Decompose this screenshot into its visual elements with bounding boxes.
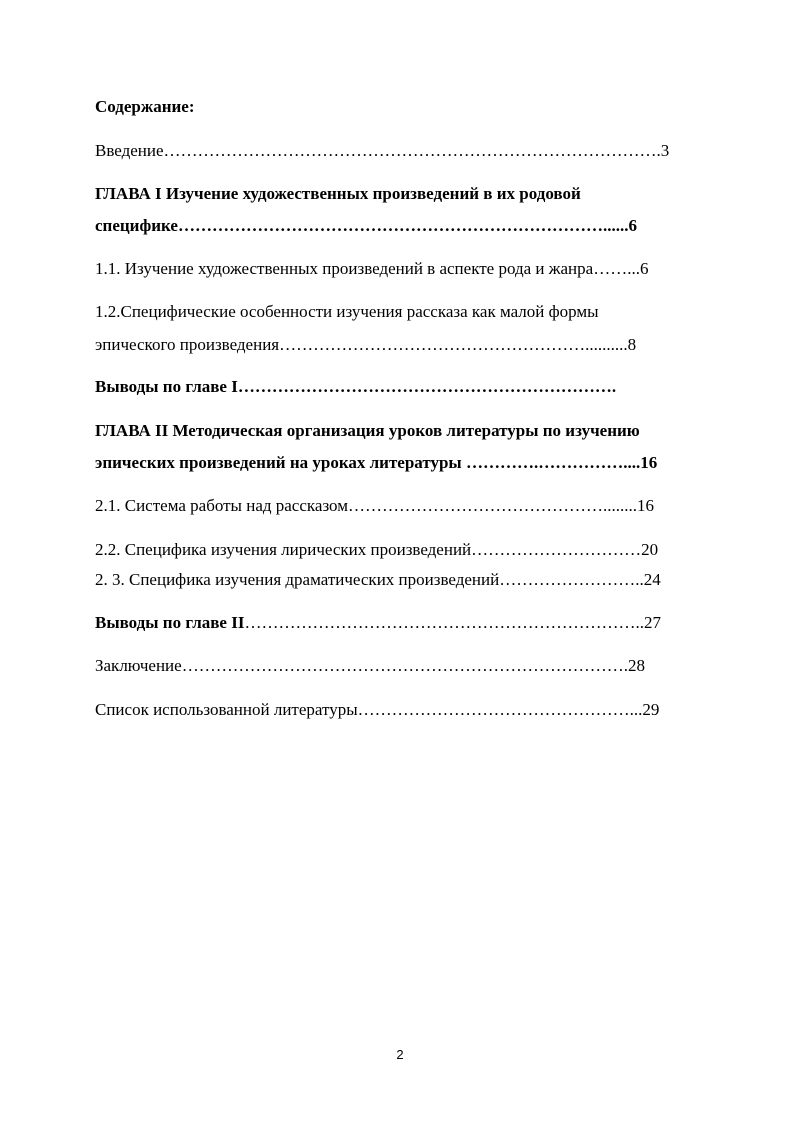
toc-entry-conclusions-2-title: Выводы по главе II <box>95 613 245 632</box>
page-number: 2 <box>396 1047 404 1062</box>
toc-entry-conclusions-1: Выводы по главе I…………………………………………………………. <box>95 377 617 396</box>
toc-entry-references: Список использованной литературы…………………………………………...29 <box>95 700 660 719</box>
toc-entry-introduction: Введение…………………………………………………………………………….3 <box>95 141 670 160</box>
toc-entry-conclusion: Заключение…………………………………………………………………….28 <box>95 656 645 675</box>
toc-entry-1-2-line-1: 1.2.Специфические особенности изучения рассказа как малой формы <box>95 302 599 321</box>
toc-entry-1-1: 1.1. Изучение художественных произведений в аспекте рода и жанра……...6 <box>95 259 649 278</box>
toc-entry-chapter-1-line-1: ГЛАВА I Изучение художественных произведений в их родовой <box>95 184 581 203</box>
toc-entry-2-1: 2.1. Система работы над рассказом………………………………………........16 <box>95 496 654 515</box>
toc-entry-1-2-line-2: эпического произведения………………………………………………..........8 <box>95 335 637 354</box>
toc-heading: Содержание: <box>95 97 195 116</box>
toc-entry-conclusions-2-leader: ……………………………………………………………..27 <box>244 613 661 632</box>
toc-entry-chapter-2-line-1: ГЛАВА II Методическая организация уроков литературы по изучению <box>95 421 640 440</box>
toc-entry-chapter-1-line-2: специфике…………………………………………………………………......6 <box>95 216 637 235</box>
toc-entry-2-3: 2. 3. Специфика изучения драматических произведений……………………..24 <box>95 570 661 589</box>
toc-entry-chapter-2-line-2: эпических произведений на уроках литературы ………….……………....16 <box>95 453 658 472</box>
toc-entry-2-2: 2.2. Специфика изучения лирических произведений…………………………20 <box>95 540 659 559</box>
toc-entry-conclusions-2 <box>95 613 661 633</box>
